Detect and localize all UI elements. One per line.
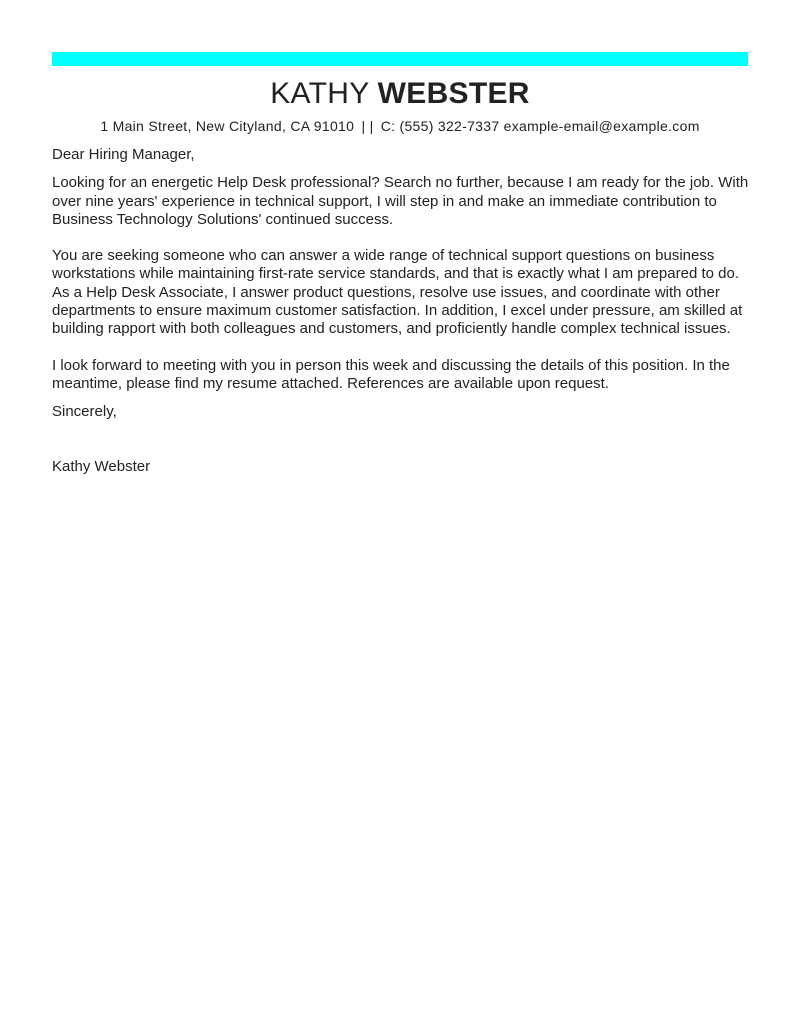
letter-body (52, 146, 752, 476)
contact-email: example-email@example.com (503, 118, 700, 134)
salutation: Dear Hiring Manager, (52, 146, 195, 163)
contact-phone: C: (555) 322-7337 (380, 118, 500, 134)
paragraph-2: You are seeking someone who can answer a wide range of technical support questions on business workstations while maintaining first-rate service standards, and that is exactly what I am prepared to do. As a Help Desk Associate, I answer product questions, resolve use issues, and coordinate with other departments to ensure maximum customer satisfaction. In addition, I excel under pressure, am skilled at building rapport with both colleagues and customers, and proficiently handle complex technical issues. (52, 247, 743, 338)
paragraph-1: Looking for an energetic Help Desk professional? Search no further, because I am ready for the job. With over nine years' experience in technical support, I will step in and make an immediate contribution to Business Technology Solutions' continued success. (52, 174, 749, 228)
applicant-name (52, 74, 748, 114)
first-name: KATHY (270, 77, 369, 110)
paragraph-3: I look forward to meeting with you in person this week and discussing the details of this position. In the meantime, please find my resume attached. References are available upon request. (52, 356, 730, 392)
signature: Kathy Webster (52, 457, 151, 475)
contact-line (52, 117, 748, 135)
contact-separator: | | (361, 118, 374, 134)
closing: Sincerely, (52, 403, 117, 421)
header-accent-bar (52, 52, 748, 66)
last-name: WEBSTER (377, 77, 530, 110)
contact-address: 1 Main Street, New Cityland, CA 91010 (100, 118, 355, 134)
